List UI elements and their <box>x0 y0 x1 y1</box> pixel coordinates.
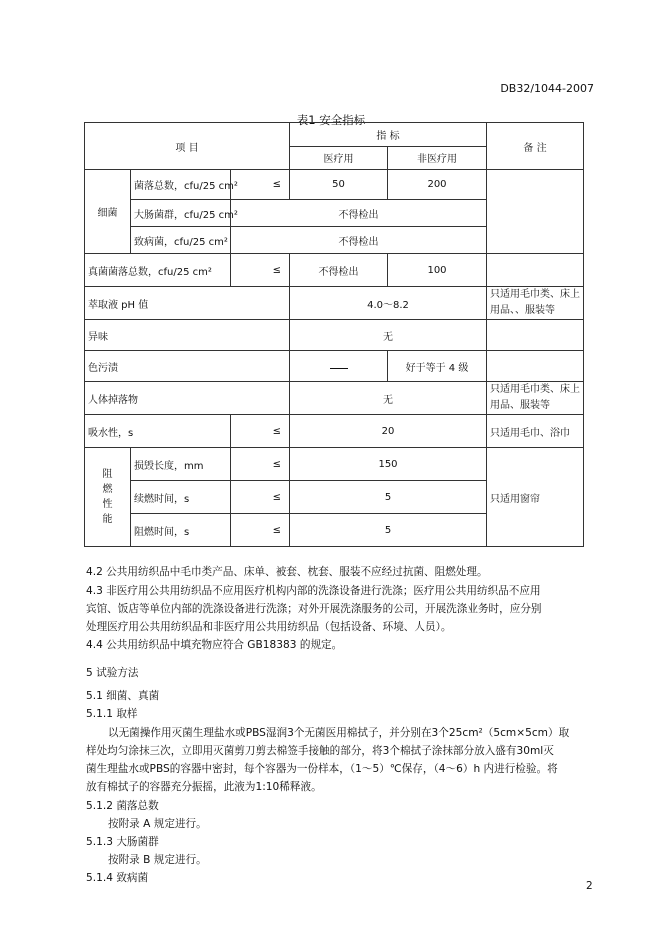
para-5-1-1-line1: 以无菌操作用灭菌生理盐水或PBS湿润3个无菌医用棉拭子，并分别在3个25cm²（5cm×5cm）取 <box>108 727 570 739</box>
row-stain-label: 色污渍 <box>85 351 290 382</box>
row-fungus-medical: 不得检出 <box>290 254 388 287</box>
section-5-1-4-heading: 5.1.4 致病菌 <box>86 872 149 884</box>
table-caption: 表1 安全指标 <box>296 113 366 127</box>
row-odor-remark <box>487 320 584 351</box>
header-item: 项 目 <box>85 123 290 170</box>
row-damage-label: 损毁长度，mm <box>131 448 231 481</box>
row-shedding-remark: 只适用毛巾类、床上用品、服装等 <box>487 382 584 415</box>
section-5-heading: 5 试验方法 <box>86 667 139 679</box>
safety-index-table <box>84 122 584 547</box>
row-colony-nonmedical: 200 <box>388 170 487 200</box>
row-odor-label: 异味 <box>85 320 290 351</box>
header-nonmedical: 非医疗用 <box>388 146 487 170</box>
flame-remark: 只适用窗帘 <box>487 448 584 547</box>
group-flame-text: 阻燃性能 <box>102 469 113 525</box>
section-5-1-3-heading: 5.1.3 大肠菌群 <box>86 836 159 848</box>
row-afterflame-op: ≤ <box>231 481 290 514</box>
row-fungus-remark <box>487 254 584 287</box>
row-fungus-nonmedical: 100 <box>388 254 487 287</box>
row-coliform-label: 大肠菌群，cfu/25 cm² <box>131 200 231 227</box>
para-5-1-3: 按附录 B 规定进行。 <box>108 854 207 866</box>
row-colony-medical: 50 <box>290 170 388 200</box>
row-stain-medical <box>290 351 388 382</box>
table-header-row <box>85 123 584 147</box>
para-5-1-1-line4: 放有棉拭子的容器充分振摇，此液为1:10稀释液。 <box>86 781 322 793</box>
header-remark: 备 注 <box>487 123 584 170</box>
section-5-1-2-heading: 5.1.2 菌落总数 <box>86 800 159 812</box>
row-damage-value: 150 <box>290 448 487 481</box>
row-coliform-value: 不得检出 <box>231 200 487 227</box>
row-afterflame-label: 续燃时间，s <box>131 481 231 514</box>
row-pathogen-value: 不得检出 <box>231 227 487 254</box>
row-ph-label: 萃取液 pH 值 <box>85 287 290 320</box>
row-fungus-op: ≤ <box>231 254 290 287</box>
row-afterglow-value: 5 <box>290 514 487 547</box>
row-stain-nonmedical: 好于等于 4 级 <box>388 351 487 382</box>
row-stain-remark <box>487 351 584 382</box>
row-shedding-label: 人体掉落物 <box>85 382 290 415</box>
row-colony-op: ≤ <box>231 170 290 200</box>
para-4-3-line1: 4.3 非医疗用公共用纺织品不应用医疗机构内部的洗涤设备进行洗涤；医疗用公共用纺织品不应用 <box>86 585 541 597</box>
header-indicator: 指 标 <box>290 123 487 147</box>
row-absorb-value: 20 <box>290 415 487 448</box>
para-5-1-1-line2: 样处均匀涂抹三次，立即用灭菌剪刀剪去棉签手接触的部分，将3个棉拭子涂抹部分放入盛有30ml灭 <box>86 745 554 757</box>
standard-number: DB32/1044-2007 <box>500 82 594 95</box>
row-absorb-remark: 只适用毛巾、浴巾 <box>487 415 584 448</box>
group-bacteria: 细菌 <box>85 170 131 254</box>
row-shedding-value: 无 <box>290 382 487 415</box>
para-4-3-line2: 宾馆、饭店等单位内部的洗涤设备进行洗涤；对外开展洗涤服务的公司，开展洗涤业务时，应分别 <box>86 603 542 615</box>
row-ph-value: 4.0～8.2 <box>290 287 487 320</box>
row-bacteria-remark <box>487 170 584 254</box>
para-4-3-line3: 处理医疗用公共用纺织品和非医疗用公共用纺织品（包括设备、环境、人员）。 <box>86 621 452 633</box>
header-medical: 医疗用 <box>290 146 388 170</box>
para-5-1-2: 按附录 A 规定进行。 <box>108 818 207 830</box>
para-4-4: 4.4 公共用纺织品中填充物应符合 GB18383 的规定。 <box>86 639 343 651</box>
section-5-1-heading: 5.1 细菌、真菌 <box>86 690 160 702</box>
row-afterflame-value: 5 <box>290 481 487 514</box>
row-pathogen-label: 致病菌，cfu/25 cm² <box>131 227 231 254</box>
row-afterglow-op: ≤ <box>231 514 290 547</box>
row-odor-value: 无 <box>290 320 487 351</box>
row-fungus-label: 真菌菌落总数，cfu/25 cm² <box>85 254 231 287</box>
row-absorb-label: 吸水性，s <box>85 415 231 448</box>
row-afterglow-label: 阻燃时间，s <box>131 514 231 547</box>
row-ph-remark: 只适用毛巾类、床上用品、、服装等 <box>487 287 584 320</box>
row-colony-label: 菌落总数，cfu/25 cm² <box>131 170 231 200</box>
section-5-1-1-heading: 5.1.1 取样 <box>86 708 138 720</box>
row-absorb-op: ≤ <box>231 415 290 448</box>
para-4-2: 4.2 公共用纺织品中毛巾类产品、床单、被套、枕套、服装不应经过抗菌、阻燃处理。 <box>86 566 488 578</box>
row-damage-op: ≤ <box>231 448 290 481</box>
page-number: 2 <box>586 880 593 892</box>
para-5-1-1-line3: 菌生理盐水或PBS的容器中密封，每个容器为一份样本，（1～5）℃保存，（4～6）h 内进行检验。将 <box>86 763 558 775</box>
group-flame <box>85 448 131 547</box>
